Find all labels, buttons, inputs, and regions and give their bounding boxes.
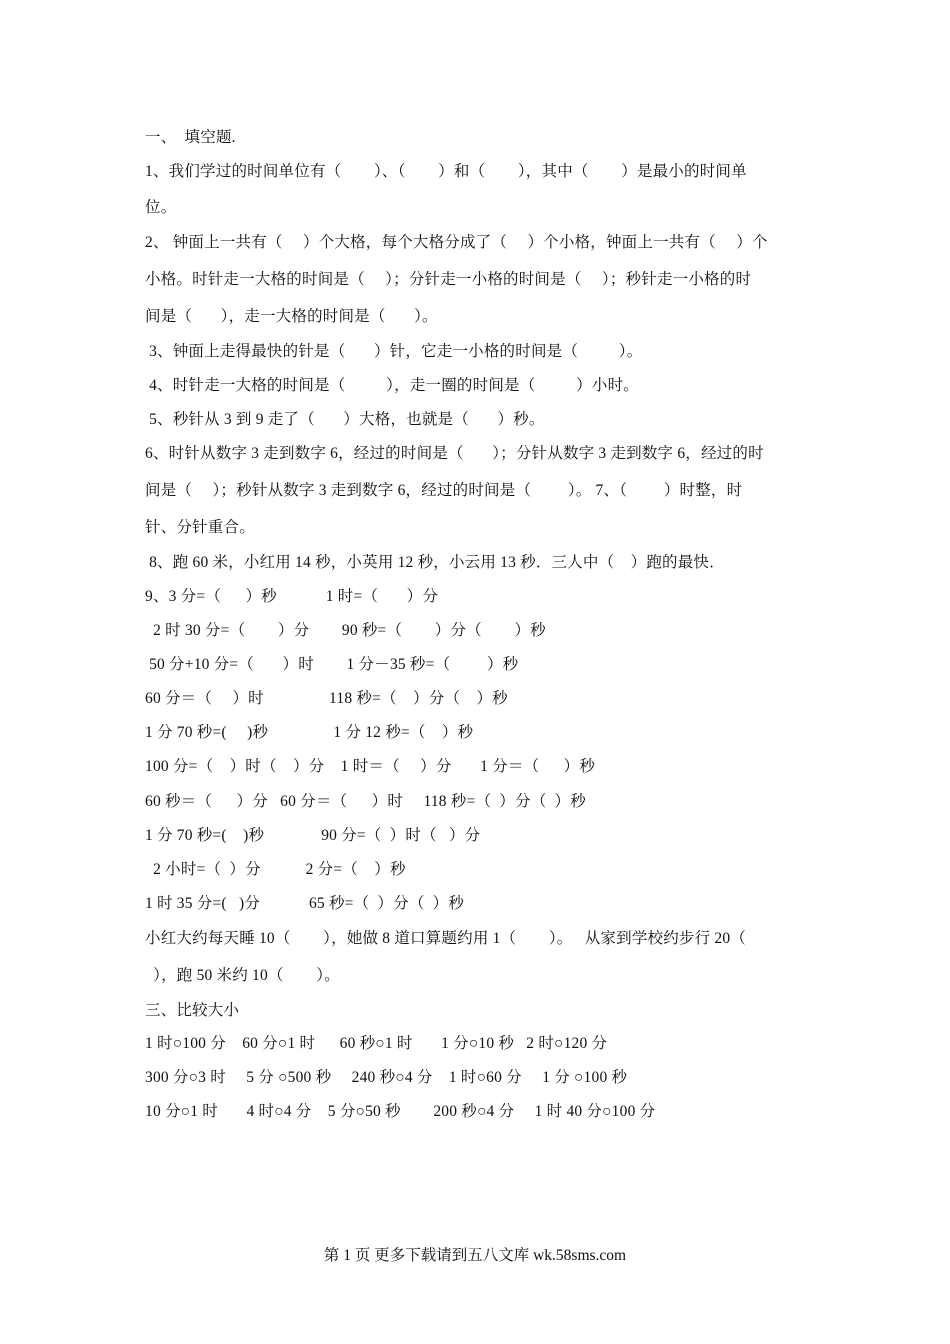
question-2-line-3: 间是（ ），走一大格的时间是（ ）。 [145,308,438,325]
conversion-row: 60 分＝（ ）时 118 秒=（ ）分（ ）秒 [145,690,508,707]
section-heading-compare: 三、比较大小 [145,1002,240,1019]
question-6-line-3: 针、分针重合。 [145,519,255,536]
fill-unit-line-2: ），跑 50 米约 10（ ）。 [145,967,340,984]
question-2-line-2: 小格。时针走一大格的时间是（ ）；分针走一小格的时间是（ ）；秒针走一小格的时 [145,271,752,288]
conversion-row: 50 分+10 分=（ ）时 1 分－35 秒=（ ）秒 [145,656,519,673]
compare-row: 1 时○100 分 60 分○1 时 60 秒○1 时 1 分○10 秒 2 时○120 分 [145,1035,608,1052]
question-2-line-1: 2、 钟面上一共有（ ）个大格，每个大格分成了（ ）个小格，钟面上一共有（ ）个 [145,234,768,251]
conversion-row: 1 分 70 秒=( )秒 1 分 12 秒=（ ）秒 [145,724,474,741]
conversion-row: 100 分=（ ）时（ ）分 1 时＝（ ）分 1 分＝（ ）秒 [145,758,596,775]
conversion-row: 1 分 70 秒=( )秒 90 分=（ ）时（ ）分 [145,827,481,844]
question-5: 5、秒针从 3 到 9 走了（ ）大格，也就是（ ）秒。 [145,411,545,428]
section-heading-fill-in: 一、 填空题. [145,129,236,146]
page-footer: 第 1 页 更多下载请到五八文库 wk.58sms.com [323,1247,627,1264]
compare-row: 10 分○1 时 4 时○4 分 5 分○50 秒 200 秒○4 分 1 时 40 分○100 分 [145,1103,656,1120]
conversion-row: 2 小时=（ ）分 2 分=（ ）秒 [145,861,406,878]
fill-unit-line-1: 小红大约每天睡 10（ ），她做 8 道口算题约用 1（ ）。 从家到学校约步行 20（ [145,930,747,947]
question-1-line-2: 位。 [145,199,177,216]
question-3: 3、钟面上走得最快的针是（ ）针，它走一小格的时间是（ ）。 [145,343,643,360]
conversion-row: 1 时 35 分=( )分 65 秒=（ ）分（ ）秒 [145,895,465,912]
conversion-row: 2 时 30 分=（ ）分 90 秒=（ ）分（ ）秒 [145,622,546,639]
question-6-line-2: 间是（ ）；秒针从数字 3 走到数字 6，经过的时间是（ ）。 7、（ ）时整，时 [145,482,743,499]
conversion-row: 9、3 分=（ ）秒 1 时=（ ）分 [145,588,439,605]
conversion-row: 60 秒＝（ ）分 60 分＝（ ）时 118 秒=（ ）分（ ）秒 [145,793,586,810]
question-1-line-1: 1、我们学过的时间单位有（ ）、（ ）和（ ），其中（ ）是最小的时间单 [145,163,747,180]
question-4: 4、时针走一大格的时间是（ ），走一圈的时间是（ ）小时。 [145,377,639,394]
question-6-line-1: 6、时针从数字 3 走到数字 6，经过的时间是（ ）；分针从数字 3 走到数字 6，经过的时 [145,445,764,462]
question-8: 8、跑 60 米，小红用 14 秒，小英用 12 秒，小云用 13 秒．三人中（ ）跑的最快． [145,554,725,571]
compare-row: 300 分○3 时 5 分 ○500 秒 240 秒○4 分 1 时○60 分 1 分 ○100 秒 [145,1069,628,1086]
